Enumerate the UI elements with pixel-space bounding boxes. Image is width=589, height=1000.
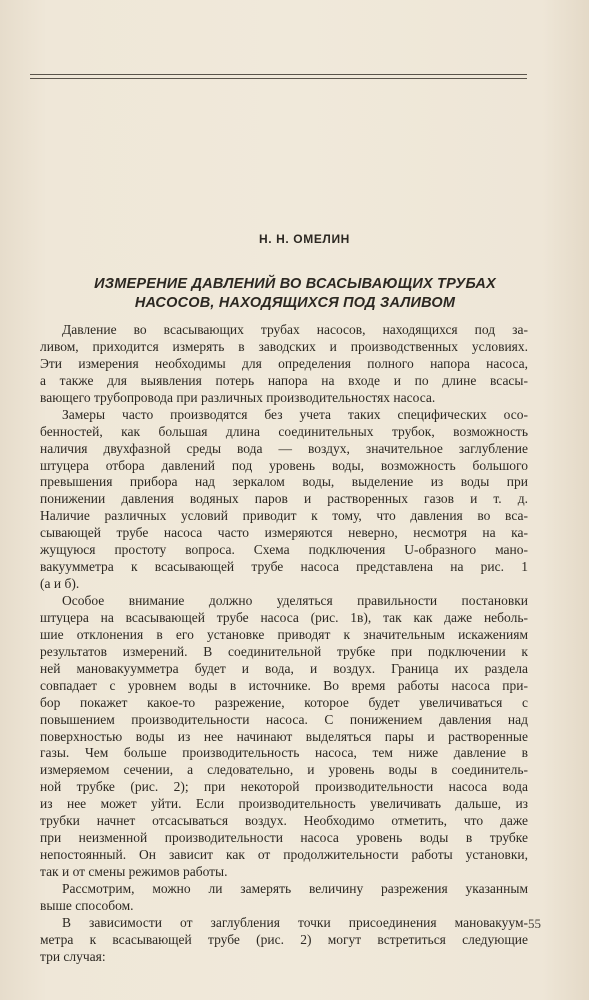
paragraph — [40, 593, 528, 881]
text-line: поверхностью воды из нее начинают выделяться пары и растворенные — [40, 728, 528, 744]
text-line: выше способом. — [40, 897, 134, 913]
text-line: результатов измерений. В соединительной трубке при подключении к — [40, 643, 528, 659]
text-line: совпадает с уровнем воды в источнике. Во время работы насоса при- — [40, 677, 528, 693]
text-line: Наличие различных условий приводит к тому, что давления во вса- — [40, 508, 528, 524]
text-line: а также для выявления потерь напора на входе и по длине всасы- — [40, 372, 528, 388]
article-body — [40, 322, 528, 966]
text-line: В зависимости от заглубления точки присоединения мановакуум- — [62, 914, 528, 930]
text-line: понижении давления водяных паров и растворенных газов и т. д. — [40, 491, 528, 507]
article-title-line: НАСОСОВ, НАХОДЯЩИХСЯ ПОД ЗАЛИВОМ — [134, 295, 456, 311]
text-line: трубки начнет отсасываться воздух. Необходимо отметить, что даже — [40, 813, 528, 829]
text-line: Замеры часто производятся без учета таких специфических осо- — [62, 406, 528, 422]
text-line: (а и б). — [40, 576, 80, 592]
text-line: при неизменной производительности насоса уровень воды в трубке — [40, 830, 528, 846]
text-line: жущуюся простоту вопроса. Схема подключения U-образного мано- — [40, 542, 528, 558]
text-line: ной трубке (рис. 2); при некоторой производительности насоса вода — [40, 779, 528, 795]
text-line: наличия двухфазной среды вода — воздух, значительное заглубление — [40, 440, 528, 456]
article-author: Н. Н. ОМЕЛИН — [259, 232, 350, 246]
text-line: вакуумметра к всасывающей трубе насоса представлена на рис. 1 — [40, 559, 528, 575]
text-line: превышения прибора над зеркалом воды, выделение из воды при — [40, 474, 528, 490]
text-line: Рассмотрим, можно ли замерять величину разрежения указанным — [62, 880, 528, 896]
page-number: 55 — [528, 916, 541, 931]
text-line: Эти измерения необходимы для определения полного напора насоса, — [40, 355, 528, 371]
article-title — [40, 275, 550, 313]
text-line: метра к всасывающей трубе (рис. 2) могут встретиться следующие — [40, 931, 528, 947]
text-line: шие отклонения в его установке приводят к значительным искажениям — [40, 626, 528, 642]
text-line: штуцера на всасывающей трубе насоса (рис. 1в), так как даже неболь- — [40, 609, 528, 625]
text-line: Особое внимание должно уделяться правильности постановки — [62, 593, 528, 608]
paragraph — [40, 322, 528, 407]
paragraph — [40, 881, 528, 915]
text-line: штуцера отбора давлений под уровень воды, возможность большого — [40, 457, 528, 473]
text-line: из нее может уйти. Если производительность увеличивать дальше, из — [40, 796, 528, 812]
text-line: ливом, приходится измерять в заводских и производственных условиях. — [40, 338, 528, 354]
text-line: ней мановакуумметра будет и вода, и воздух. Граница их раздела — [40, 660, 528, 676]
paragraph — [40, 915, 528, 966]
text-line: Давление во всасывающих трубах насосов, находящихся под за- — [62, 322, 528, 337]
text-line: так и от смены режимов работы. — [40, 864, 228, 879]
header-rule-bottom — [30, 78, 527, 79]
text-line: три случая: — [40, 948, 106, 964]
text-line: бенностей, как большая длина соединительных трубок, возможность — [40, 423, 528, 439]
text-line: бор покажет какое-то разрежение, которое будет увеличиваться с — [40, 694, 528, 710]
text-line: сывающей трубе насоса часто измеряются неверно, несмотря на ка- — [40, 525, 528, 541]
article-title-line: ИЗМЕРЕНИЕ ДАВЛЕНИЙ ВО ВСАСЫВАЮЩИХ ТРУБАХ — [94, 276, 496, 292]
text-line: непостоянный. Он зависит как от продолжительности работы установки, — [40, 847, 528, 863]
paragraph — [40, 407, 528, 593]
text-line: повышением производительности насоса. С понижением давления над — [40, 711, 528, 727]
text-line: измеряемом сечении, а следовательно, и уровень воды в соединитель- — [40, 762, 528, 778]
text-line: газы. Чем больше производительность насоса, тем ниже давление в — [40, 745, 528, 761]
header-rule-top — [30, 74, 527, 75]
text-line: вающего трубопровода при различных производительностях насоса. — [40, 389, 436, 405]
